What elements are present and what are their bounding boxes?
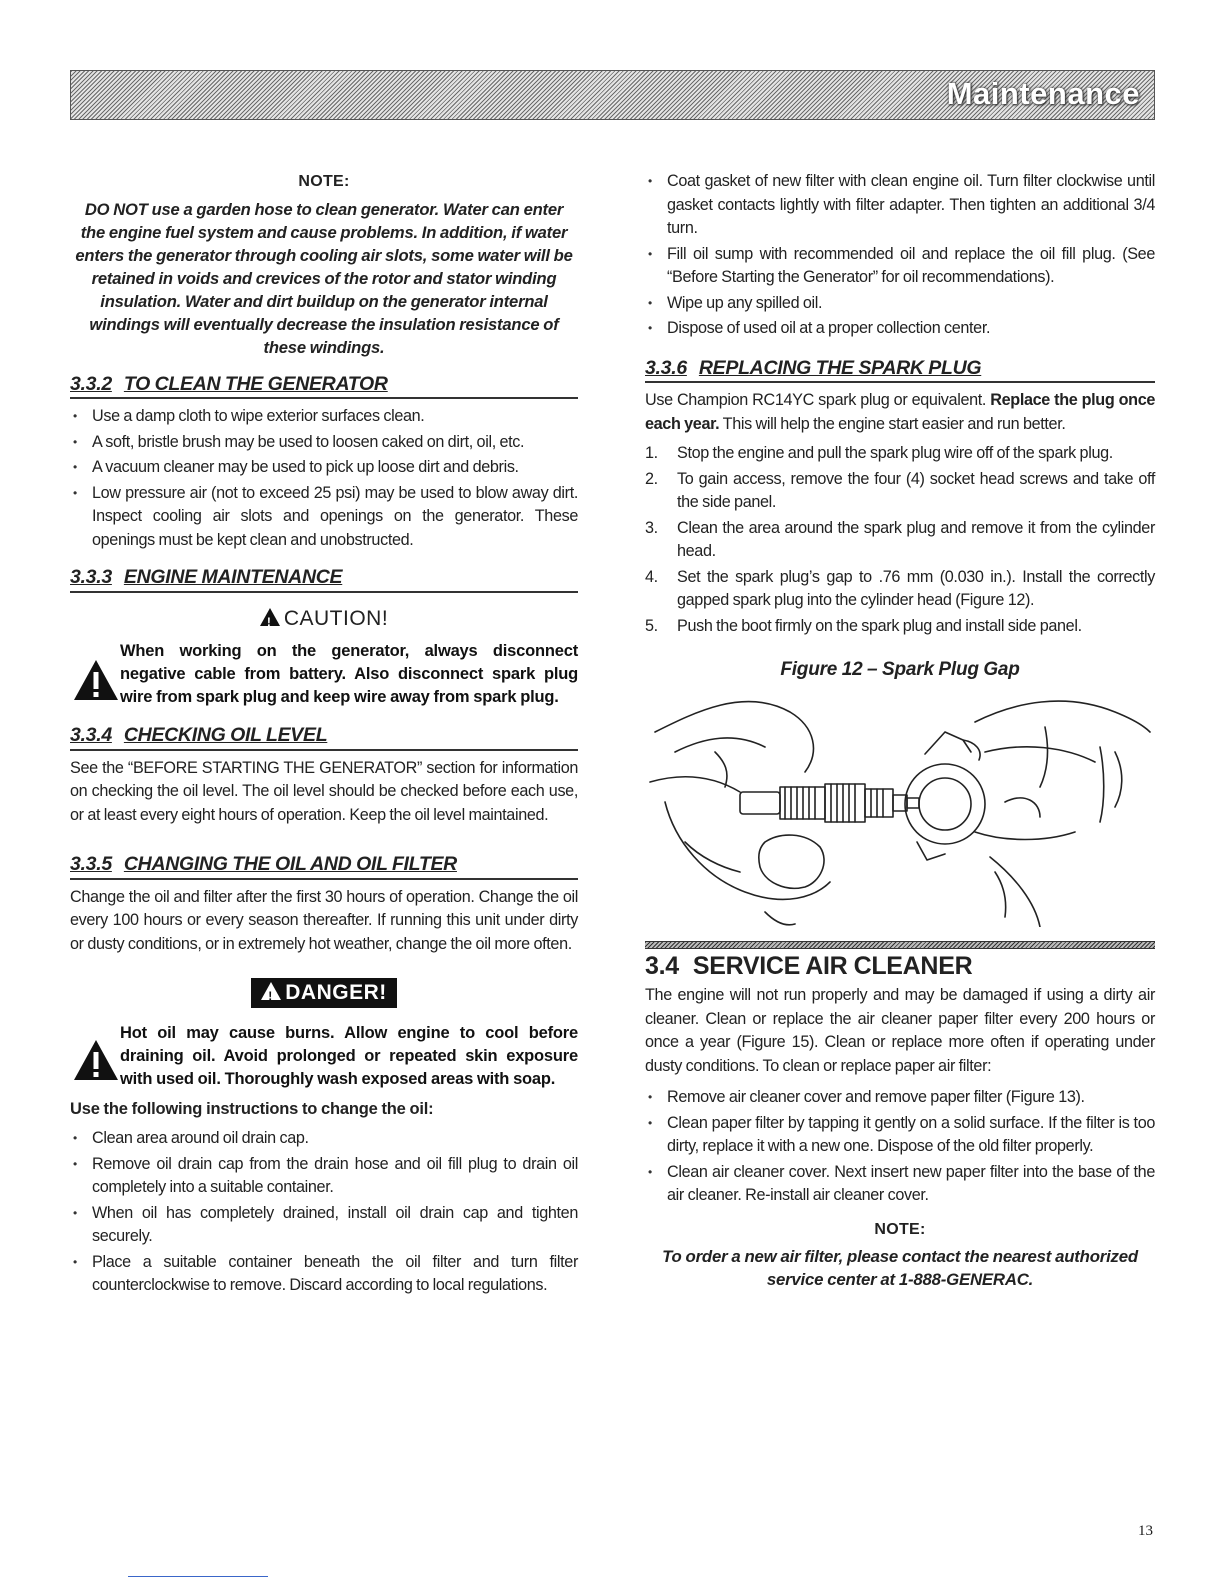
warning-triangle-icon [261, 982, 281, 1000]
section-number: 3.3.3 [70, 566, 112, 588]
step-number: 4. [645, 567, 658, 586]
danger-label: DANGER! [285, 981, 387, 1004]
section-number: 3.3.6 [645, 356, 687, 379]
right-column [645, 170, 1155, 1291]
section-title: CHECKING OIL LEVEL [123, 724, 328, 746]
step-item [645, 566, 1155, 613]
caution-label: CAUTION! [283, 606, 389, 630]
warning-triangle-icon [72, 658, 120, 702]
page-number: 13 [1138, 1523, 1153, 1539]
step-number: 2. [645, 469, 658, 488]
list-item: • Wipe up any spilled oil. [645, 292, 1155, 316]
danger-heading [70, 978, 578, 1008]
list-item: • Remove oil drain cap from the drain hose and oil fill plug to drain oil completely into a suitable container. [70, 1153, 578, 1200]
section-heading-3-3-6 [645, 357, 1155, 384]
step-number: 1. [645, 444, 658, 462]
list-item: • A soft, bristle brush may be used to loosen caked on dirt, oil, etc. [70, 431, 578, 455]
list-item: • Clean paper filter by tapping it gently on a solid surface. If the filter is too dirty, replace it with a new one. Dispose of the old filter properly. [645, 1112, 1155, 1159]
section-title: SERVICE AIR CLEANER [692, 951, 973, 980]
list-item: • Low pressure air (not to exceed 25 psi) may be used to blow away dirt. Inspect cooling air slots and openings on the generator. These openings must be kept clean and unobstructed. [70, 482, 578, 553]
page-title: Maintenance [946, 76, 1140, 111]
section-heading-3-3-5 [70, 853, 578, 880]
section-heading-3-3-2 [70, 373, 578, 400]
note-text: DO NOT use a garden hose to clean generator. Water can enter the engine fuel system and cause problems. In addition, if water enters the generator through cooling air slots, some water will be retained in voids and crevices of the rotor and stator winding insulation. Water and dirt buildup on the generator internal windings will eventually decrease the insulation resistance of these windings. [75, 199, 573, 357]
caution-heading [70, 607, 578, 631]
list-item: • Coat gasket of new filter with clean engine oil. Turn filter clockwise until gasket contacts lightly with filter adapter. Then tighten an additional 3/4 turn. [645, 170, 1155, 241]
list-item: • A vacuum cleaner may be used to pick up loose dirt and debris. [70, 456, 578, 480]
header-bar [70, 70, 1155, 120]
left-column [70, 170, 578, 1300]
section-title: CHANGING THE OIL AND OIL FILTER [123, 853, 457, 875]
step-number: 5. [645, 616, 658, 635]
step-item [645, 517, 1155, 564]
danger-text: Hot oil may cause burns. Allow engine to cool before draining oil. Avoid prolonged or repeated skin exposure with used oil. Thoroughly wash exposed areas with soap. [120, 1023, 578, 1088]
section-heading-3-4 [645, 951, 1155, 980]
air-filter-note [645, 1218, 1155, 1292]
section-number: 3.4 [645, 951, 679, 980]
spark-plug-intro [645, 389, 1155, 436]
list-item: • Clean air cleaner cover. Next insert new paper filter into the base of the air cleaner. Re-install air cleaner cover. [645, 1161, 1155, 1208]
list-item: • Remove air cleaner cover and remove paper filter (Figure 13). [645, 1086, 1155, 1110]
instructions-label: Use the following instructions to change the oil: [70, 1099, 434, 1118]
intro-bold-text: Replace the plug once each year. [645, 391, 1155, 433]
list-item: • When oil has completely drained, install oil drain cap and tighten securely. [70, 1202, 578, 1249]
step-text: Clean the area around the spark plug and remove it from the cylinder head. [677, 518, 1155, 560]
section-divider [645, 941, 1155, 949]
change-oil-paragraph: Change the oil and filter after the first 30 hours of operation. Change the oil every 100 hours or every season thereafter. If running this unit under dirty or dusty conditions, or in extremely hot weather, change the oil more often. [70, 887, 578, 953]
step-number: 3. [645, 518, 658, 537]
footer-rule [128, 1576, 268, 1577]
spark-plug-steps [645, 442, 1155, 638]
danger-badge [251, 978, 397, 1008]
section-title: ENGINE MAINTENANCE [123, 566, 343, 588]
spark-plug-gap-figure [645, 692, 1155, 927]
step-text: Push the boot firmly on the spark plug and install side panel. [677, 616, 1082, 635]
intro-text: Use Champion RC14YC spark plug or equivalent. [645, 391, 987, 409]
air-cleaner-paragraph: The engine will not run properly and may be damaged if using a dirty air cleaner. Clean or replace the air cleaner paper filter every 200 hours or once a year (Figure 15). Clean or replace more often if operating under dusty conditions. To clean or replace paper air filter: [645, 986, 1155, 1075]
step-item [645, 442, 1155, 466]
note-block [70, 170, 578, 359]
note-text: To order a new air filter, please contact the nearest authorized service center at 1-888-GENERAC. [662, 1247, 1138, 1289]
step-item [645, 468, 1155, 515]
step-item [645, 615, 1155, 639]
list-item: • Fill oil sump with recommended oil and replace the oil fill plug. (See “Before Starting the Generator” for oil recommendations). [645, 243, 1155, 290]
list-item: • Use a damp cloth to wipe exterior surfaces clean. [70, 405, 578, 429]
check-oil-paragraph: See the “BEFORE STARTING THE GENERATOR” section for information on checking the oil level. The oil level should be checked before each use, or at least every eight hours of operation. Keep the oil level maintained. [70, 758, 578, 824]
warning-triangle-icon [72, 1038, 120, 1082]
list-item: • Dispose of used oil at a proper collection center. [645, 317, 1155, 341]
caution-block [70, 640, 578, 710]
section-heading-3-3-4 [70, 724, 578, 751]
warning-triangle-icon [260, 608, 280, 626]
section-title: REPLACING THE SPARK PLUG [698, 356, 982, 379]
danger-block [70, 1022, 578, 1092]
spark-plug-illustration [645, 692, 1155, 927]
list-item: • Clean area around oil drain cap. [70, 1127, 578, 1151]
oil-filter-continued-list [645, 170, 1155, 341]
note-label: NOTE: [298, 173, 350, 190]
section-title: TO CLEAN THE GENERATOR [123, 372, 388, 395]
section-heading-3-3-3 [70, 566, 578, 593]
step-text: Set the spark plug’s gap to .76 mm (0.030 in.). Install the correctly gapped spark plug into the cylinder head (Figure 12). [677, 567, 1155, 609]
intro-text-end: This will help the engine start easier and run better. [722, 414, 1066, 433]
clean-generator-list [70, 405, 578, 552]
step-text: To gain access, remove the four (4) socket head screws and take off the side panel. [677, 469, 1155, 511]
change-oil-list [70, 1127, 578, 1298]
section-number: 3.3.5 [70, 853, 112, 875]
air-cleaner-list [645, 1086, 1155, 1208]
section-number: 3.3.2 [70, 372, 112, 395]
step-text: Stop the engine and pull the spark plug wire off of the spark plug. [677, 444, 1113, 462]
note-label: NOTE: [874, 1220, 926, 1238]
list-item: • Place a suitable container beneath the oil filter and turn filter counterclockwise to remove. Discard according to local regulations. [70, 1251, 578, 1298]
figure-caption: Figure 12 – Spark Plug Gap [780, 659, 1020, 680]
caution-text: When working on the generator, always disconnect negative cable from battery. Also disconnect spark plug wire from spark plug and keep wire away from spark plug. [120, 642, 578, 706]
section-number: 3.3.4 [70, 724, 112, 746]
